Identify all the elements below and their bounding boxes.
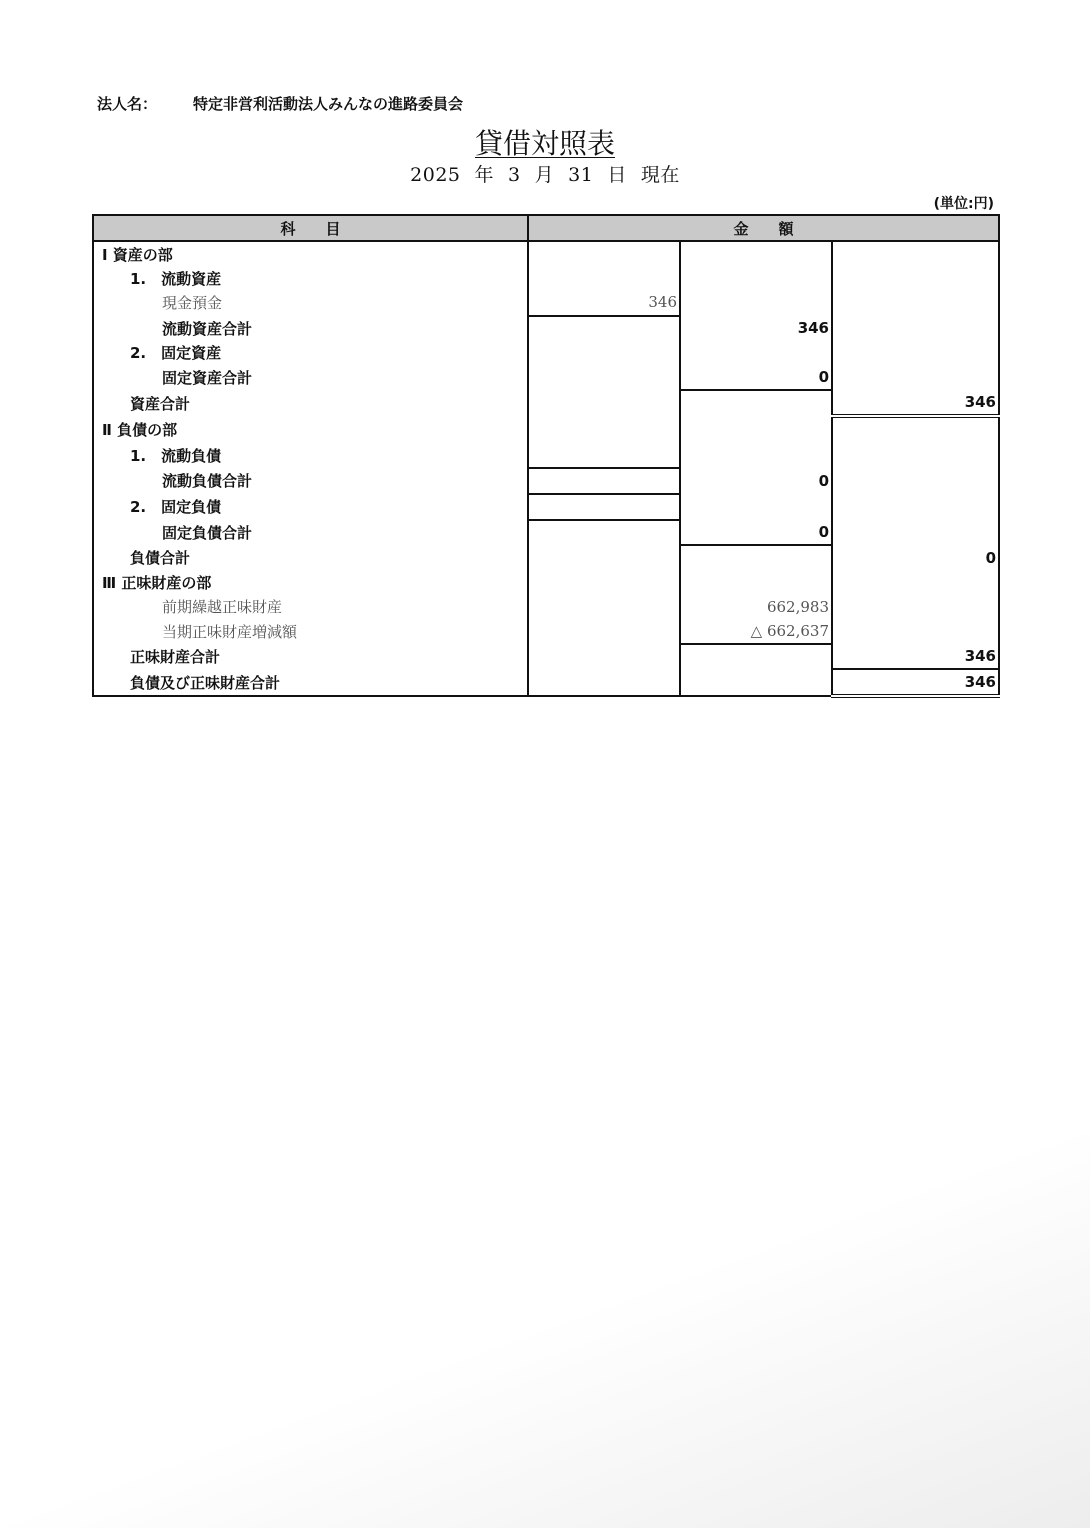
date-year: 2025 [410,164,461,186]
corporation-label: 法人名： [97,95,158,113]
amount-cell: 346 [832,644,999,669]
amount-header: 金 額 [528,215,999,241]
table-row [93,595,999,619]
document-title-text: 貸借対照表 [474,127,615,160]
date-month: 3 [508,164,521,186]
table-row [93,365,999,390]
row-label: 2. 固定資産 [93,341,528,365]
row-label: Ⅲ 正味財産の部 [93,570,528,594]
table-row [93,468,999,494]
row-label: 資産合計 [93,390,528,416]
row-label: 負債合計 [93,545,528,570]
amount-cell: 0 [680,468,832,494]
row-label: 正味財産合計 [93,644,528,669]
amount-cell: 346 [528,290,680,315]
date-year-unit: 年 [474,164,495,186]
row-label: 1. 流動負債 [93,443,528,468]
amount-cell: 346 [680,316,832,341]
table-row [93,619,999,644]
row-label: 固定資産合計 [93,365,528,390]
amount-cell: 0 [680,520,832,545]
subject-header: 科 目 [93,215,528,241]
amount-cell: 662,983 [680,595,832,619]
as-of-date [0,160,1090,187]
table-row [93,416,999,442]
table-row [93,545,999,570]
table-row [93,316,999,341]
row-label: 流動負債合計 [93,468,528,494]
balance-sheet-table [92,214,1000,698]
row-label: 流動資産合計 [93,316,528,341]
row-label: 負債及び正味財産合計 [93,669,528,696]
table-row [93,669,999,696]
table-row [93,266,999,290]
table-row [93,494,999,520]
row-label: 固定負債合計 [93,520,528,545]
row-label: 1. 流動資産 [93,266,528,290]
table-header-row [93,215,999,241]
row-label: Ⅱ 負債の部 [93,416,528,442]
table-row [93,390,999,416]
amount-cell: 0 [832,545,999,570]
corporation-line [97,93,463,114]
table-row [93,644,999,669]
row-label: 現金預金 [93,290,528,315]
table-row [93,290,999,315]
corporation-name: 特定非営利活動法人みんなの進路委員会 [193,95,464,113]
amount-cell: 346 [832,669,999,696]
row-label: Ⅰ 資産の部 [93,241,528,266]
row-label: 当期正味財産増減額 [93,619,528,644]
table-row [93,520,999,545]
row-label: 前期繰越正味財産 [93,595,528,619]
unit-label: (単位:円) [933,196,994,212]
date-suffix: 現在 [640,164,680,186]
page-shading [0,1028,1090,1528]
row-label: 2. 固定負債 [93,494,528,520]
table-row [93,341,999,365]
document-title [0,122,1090,162]
amount-cell: 346 [832,390,999,416]
date-day: 31 [568,164,594,186]
date-month-unit: 月 [534,164,555,186]
date-day-unit: 日 [607,164,627,186]
table-row [93,570,999,594]
table-row [93,443,999,468]
amount-cell: △ 662,637 [680,619,832,644]
amount-cell: 0 [680,365,832,390]
table-row [93,241,999,266]
